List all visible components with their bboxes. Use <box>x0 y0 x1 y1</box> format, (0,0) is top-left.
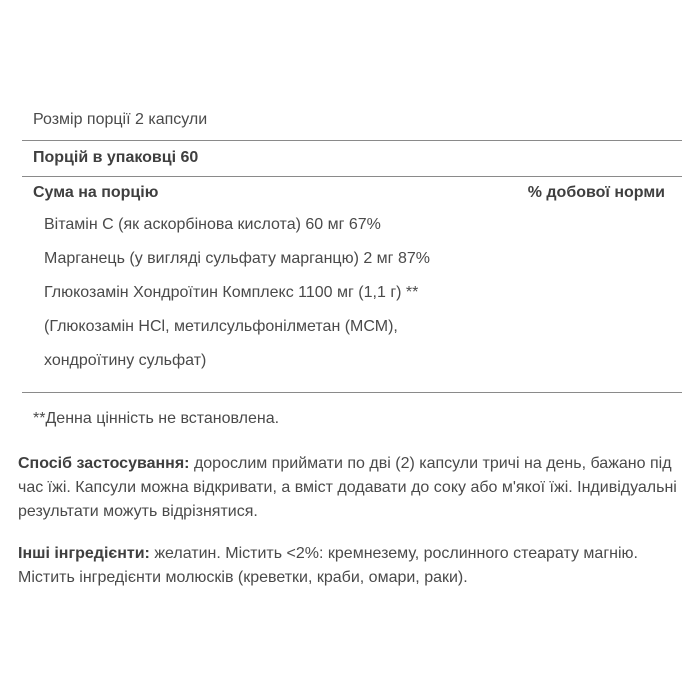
amount-per-serving-header <box>22 176 682 212</box>
servings-per-container <box>22 140 682 176</box>
nutrient-text: Глюкозамін Хондроїтин Комплекс 1100 мг (1,1 г) ** <box>44 284 419 301</box>
nutrient-text: (Глюкозамін HCl, метилсульфонілметан (МСМ), <box>44 318 398 335</box>
footnote: **Денна цінність не встановлена. <box>33 410 280 427</box>
amount-per-serving-label: Сума на порцію <box>33 184 159 201</box>
serving-size <box>22 104 682 140</box>
usage-label: Спосіб застосування: <box>18 455 190 472</box>
divider <box>22 392 682 393</box>
nutrient-row <box>22 246 682 280</box>
other-ingredients-label: Інші інгредієнти: <box>18 545 150 562</box>
other-ingredients-text: желатин. Містить <2%: кремнезему, рослинного стеарату магнію. Містить інгредієнти молюсків (креветки, краби, омари, раки). <box>18 545 638 586</box>
other-ingredients-paragraph <box>18 542 678 590</box>
usage-paragraph <box>18 452 678 524</box>
nutrient-row <box>22 348 682 382</box>
nutrient-row <box>22 212 682 246</box>
serving-size-text: Розмір порції 2 капсули <box>33 111 208 128</box>
nutrient-text: хондроїтину сульфат) <box>44 352 207 369</box>
nutrient-text: Марганець (у вигляді сульфату марганцю) 2 мг 87% <box>44 250 430 267</box>
nutrient-row <box>22 314 682 348</box>
usage-text: дорослим приймати по дві (2) капсули тричі на день, бажано під час їжі. Капсули можна відкривати, а вміст додавати до соку або м'якої їжі. Індивідуальні результати можуть відрізнятися. <box>18 455 677 520</box>
nutrient-row <box>22 280 682 314</box>
nutrient-text: Вітамін С (як аскорбінова кислота) 60 мг 67% <box>44 216 381 233</box>
daily-value-header: % добової норми <box>527 184 665 201</box>
supplement-facts-panel <box>22 104 682 382</box>
servings-per-container-text: Порцій в упаковці 60 <box>33 149 199 166</box>
